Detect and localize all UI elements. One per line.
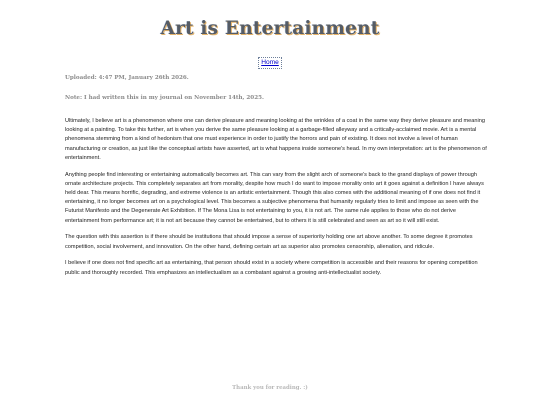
article-paragraph: Anything people find interesting or entertaining automatically becomes art. This can vary from the slight arch of someone's back to the grand displays of power through ornate architecture projects. This completely separates art from morality, despite how much I do want to impose morality onto art it goes against a definition I have always held dear. This means horrific, degrading, and extreme violence is an artistic entertainment. Though this also comes with the additional meaning of if one does not find it entertaining, it no longer becomes art on a psychological level. This becomes a subjective phenomena that humanity regularly tries to limit and impose as seen with the Futurist Manifesto and the Degenerate Art Exhibition. If The Mona Lisa is not entertaining to you, it is not art. The same rule applies to those who do not derive entertainment from performance art; it is not art because they cannot be entertained, but to others it is still celebrated and seen as art so it will still exist. bbox=[65, 171, 484, 224]
home-link[interactable]: Home bbox=[258, 57, 282, 69]
article-body bbox=[65, 117, 487, 285]
footer-thanks: Thank you for reading. :) bbox=[232, 385, 308, 391]
home-link-container bbox=[0, 51, 540, 69]
upload-date: Uploaded: 4:47 PM, January 26th 2026. bbox=[65, 75, 189, 81]
journal-note: Note: I had written this in my journal on November 14th, 2025. bbox=[65, 95, 264, 101]
page-title: Art is Entertainment bbox=[160, 18, 380, 39]
article-paragraph: The question with this assertion is if there should be institutions that should impose a sense of superiority holding one art above another. To some degree it promotes competition, social involvement, and innovation. On the other hand, defining certain art as superior also promotes censorship, alienation, and ridicule. bbox=[65, 234, 473, 250]
article-paragraph: Ultimately, I believe art is a phenomenon where one can derive pleasure and meaning looking at the wrinkles of a coat in the same way they derive pleasure and meaning looking at a painting. To take this further, art is when you derive the same pleasure looking at a garbage-filled alleyway and a critically-acclaimed movie. Art is a mental phenomena stemming from a kind of hedonism that one must experience in order to justify the horrors and pain of existing. It does not involve a level of human manufacturing or creation, as just like the conceptual artists have asserted, art is what happens inside someone's head. In my own interpretation: art is the phenomenon of entertainment. bbox=[65, 118, 487, 161]
article-paragraph: I believe if one does not find specific art as entertaining, that person should exist in a society where competition is accessible and their reasons for opening competition public and thoroughly recorded. This emphasizes an intellectualism as a combatant against a growing anti-intellectualist society. bbox=[65, 260, 478, 276]
